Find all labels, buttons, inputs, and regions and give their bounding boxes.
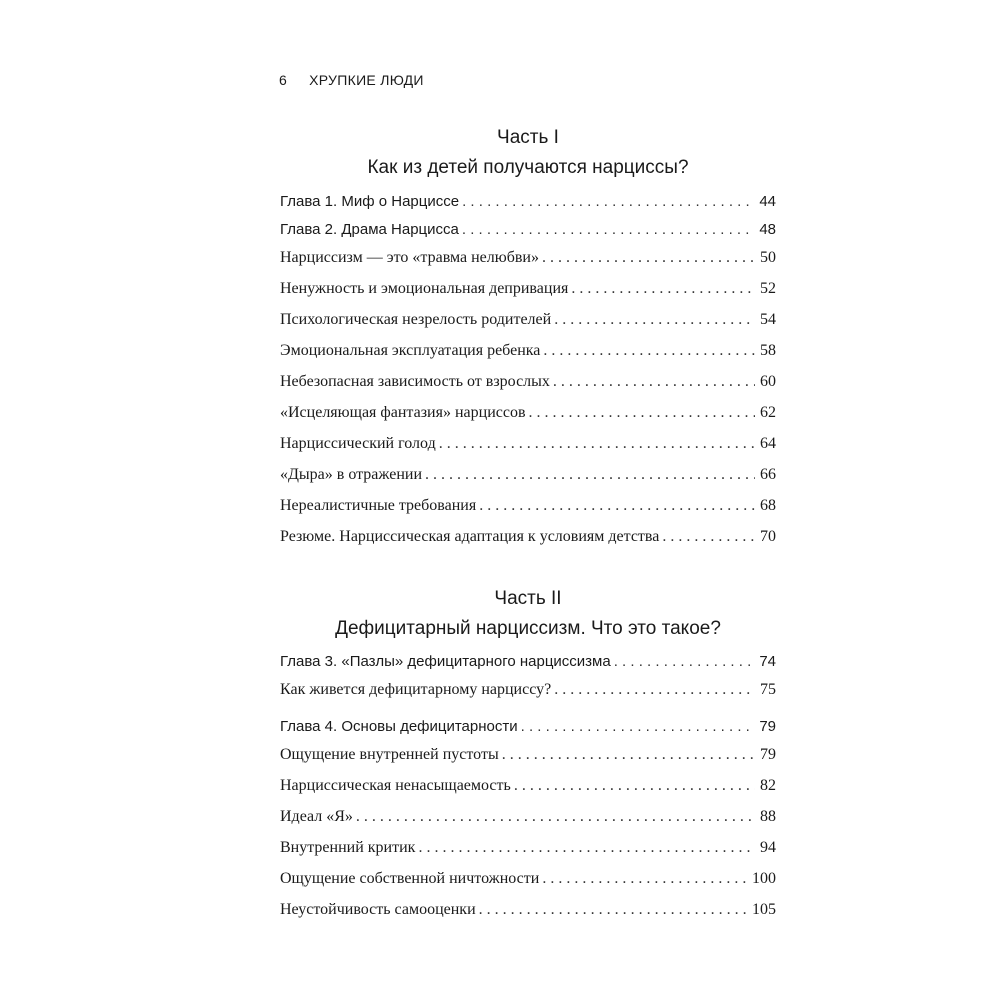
dot-leader bbox=[502, 746, 755, 764]
toc-entry-page: 74 bbox=[759, 653, 776, 670]
toc-entry-title: Глава 3. «Пазлы» дефицитарного нарциссизма bbox=[280, 653, 611, 670]
toc-entry-chapter-3[interactable] bbox=[280, 653, 776, 670]
dot-leader bbox=[521, 718, 755, 735]
toc-entry-title: Нарциссическая ненасыщаемость bbox=[280, 777, 511, 794]
toc-entry-page: 44 bbox=[759, 193, 776, 210]
toc-entry-section[interactable] bbox=[280, 681, 776, 699]
dot-leader bbox=[554, 311, 755, 329]
part-title: Дефицитарный нарциссизм. Что это такое? bbox=[335, 618, 721, 639]
toc-entry-page: 50 bbox=[760, 249, 776, 266]
toc-entry-page: 58 bbox=[760, 342, 776, 359]
toc-entry-section[interactable] bbox=[280, 808, 776, 826]
toc-entry-page: 54 bbox=[760, 311, 776, 328]
dot-leader bbox=[418, 839, 755, 857]
dot-leader bbox=[543, 342, 755, 360]
dot-leader bbox=[425, 466, 755, 484]
toc-entry-title: Небезопасная зависимость от взрослых bbox=[280, 373, 550, 390]
toc-entry-section[interactable] bbox=[280, 497, 776, 515]
toc-entry-chapter-4[interactable] bbox=[280, 718, 776, 735]
dot-leader bbox=[514, 777, 755, 795]
toc-entry-section[interactable] bbox=[280, 311, 776, 329]
toc-entry-title: Эмоциональная эксплуатация ребенка bbox=[280, 342, 541, 359]
toc-entry-page: 82 bbox=[760, 777, 776, 794]
toc-entry-title: Ощущение собственной ничтожности bbox=[280, 870, 540, 887]
toc-entry-title: Нарциссизм — это «травма нелюбви» bbox=[280, 249, 539, 266]
toc-entry-chapter-1[interactable] bbox=[280, 193, 776, 210]
toc-entry-title: Идеал «Я» bbox=[280, 808, 353, 825]
dot-leader bbox=[542, 249, 755, 267]
toc-entry-title: Внутренний критик bbox=[280, 839, 416, 856]
toc-entry-title: Глава 2. Драма Нарцисса bbox=[280, 221, 459, 238]
toc-entry-section[interactable] bbox=[280, 870, 776, 888]
toc-entry-title: Глава 4. Основы дефицитарности bbox=[280, 718, 518, 735]
dot-leader bbox=[662, 528, 755, 546]
toc-entry-page: 79 bbox=[759, 718, 776, 735]
dot-leader bbox=[462, 193, 755, 210]
toc-entry-page: 100 bbox=[752, 870, 776, 887]
part-2-heading bbox=[280, 584, 776, 644]
toc-entry-title: Психологическая незрелость родителей bbox=[280, 311, 552, 328]
toc-entry-section[interactable] bbox=[280, 746, 776, 764]
toc-entry-page: 62 bbox=[760, 404, 776, 421]
toc-entry-page: 66 bbox=[760, 466, 776, 483]
dot-leader bbox=[356, 808, 755, 826]
toc-entry-section[interactable] bbox=[280, 373, 776, 391]
toc-entry-section[interactable] bbox=[280, 342, 776, 360]
toc-entry-section[interactable] bbox=[280, 901, 776, 919]
dot-leader bbox=[554, 681, 755, 699]
running-head bbox=[279, 72, 424, 88]
toc-entry-section[interactable] bbox=[280, 280, 776, 298]
dot-leader bbox=[529, 404, 755, 422]
toc-entry-title: «Исцеляющая фантазия» нарциссов bbox=[280, 404, 526, 421]
dot-leader bbox=[571, 280, 755, 298]
part-title: Как из детей получаются нарциссы? bbox=[367, 157, 689, 178]
toc-entry-page: 105 bbox=[752, 901, 776, 918]
toc-entry-page: 79 bbox=[760, 746, 776, 763]
book-title: ХРУПКИЕ ЛЮДИ bbox=[309, 72, 424, 88]
toc-entry-section[interactable] bbox=[280, 528, 776, 546]
dot-leader bbox=[462, 221, 755, 238]
toc-entry-page: 94 bbox=[760, 839, 776, 856]
toc-entry-chapter-2[interactable] bbox=[280, 221, 776, 238]
toc-entry-title: Нереалистичные требования bbox=[280, 497, 477, 514]
part-1-heading bbox=[280, 123, 776, 183]
toc-entry-section[interactable] bbox=[280, 777, 776, 795]
toc-entry-page: 68 bbox=[760, 497, 776, 514]
toc-entry-title: Ненужность и эмоциональная депривация bbox=[280, 280, 569, 297]
dot-leader bbox=[479, 497, 755, 515]
toc-entry-section[interactable] bbox=[280, 435, 776, 453]
page-number: 6 bbox=[279, 72, 288, 88]
toc-entry-title: Глава 1. Миф о Нарциссе bbox=[280, 193, 460, 210]
toc-entry-section[interactable] bbox=[280, 466, 776, 484]
toc-entry-section[interactable] bbox=[280, 839, 776, 857]
toc-entry-title: Резюме. Нарциссическая адаптация к условиям детства bbox=[280, 528, 660, 545]
toc-entry-title: Ощущение внутренней пустоты bbox=[280, 746, 499, 763]
toc-entry-page: 60 bbox=[760, 373, 776, 390]
toc-entry-title: Неустойчивость самооценки bbox=[280, 901, 476, 918]
toc-entry-page: 64 bbox=[760, 435, 776, 452]
toc-entry-title: «Дыра» в отражении bbox=[280, 466, 423, 483]
toc-entry-page: 75 bbox=[760, 681, 776, 698]
part-label: Часть I bbox=[497, 127, 559, 148]
dot-leader bbox=[614, 653, 755, 670]
part-label: Часть II bbox=[494, 588, 562, 609]
toc-entry-section[interactable] bbox=[280, 404, 776, 422]
toc-entry-page: 48 bbox=[759, 221, 776, 238]
dot-leader bbox=[553, 373, 755, 391]
dot-leader bbox=[439, 435, 755, 453]
toc-entry-title: Нарциссический голод bbox=[280, 435, 436, 452]
toc-entry-page: 52 bbox=[760, 280, 776, 297]
toc-entry-title: Как живется дефицитарному нарциссу? bbox=[280, 681, 552, 698]
toc-entry-page: 88 bbox=[760, 808, 776, 825]
toc-entry-section[interactable] bbox=[280, 249, 776, 267]
dot-leader bbox=[542, 870, 749, 888]
toc-entry-page: 70 bbox=[760, 528, 776, 545]
dot-leader bbox=[479, 901, 749, 919]
